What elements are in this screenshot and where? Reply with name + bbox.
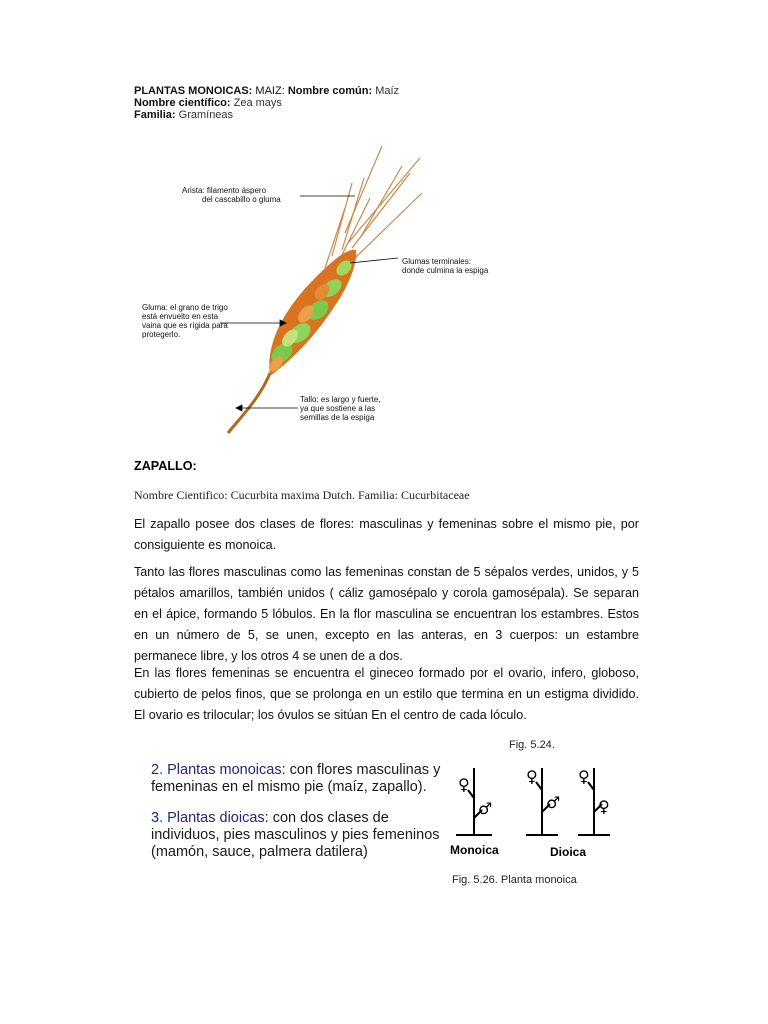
header-familia-value: Gramíneas <box>175 109 234 121</box>
zapallo-paragraph-3: En las flores femeninas se encuentra el gineceo formado por el ovario, infero, globoso, cubierto de pelos finos, que se prolonga en un estilo que termina en un estigma dividido. El ovario es trilocular; los óvulos se sitúan En el centro de cada lóculo. <box>134 666 639 722</box>
monoica-dioica-figure <box>446 760 621 865</box>
zapallo-paragraph-2: Tanto las flores masculinas como las femeninas constan de 5 sépalos verdes, unidos, y 5 pétalos amarillos, también unidos ( cáliz gamosépalo y corola gamosépala). Se separan en el ápice, formando 5 lóbulos. En la flor masculina se encuentran los estambres. Estos en un número de 5, se unen, excepto en las anteras, en 3 cuerpos: un estambre permanece libre, y los otros 4 se unen de a dos. <box>134 565 639 663</box>
zapallo-paragraph-1: El zapallo posee dos clases de flores: masculinas y femeninas sobre el mismo pie, por consiguiente es monoica. <box>134 517 639 552</box>
dioica-female-symbol-1: ♀ <box>526 767 538 786</box>
fig-5-26-caption: Fig. 5.26. Planta monoica <box>452 874 577 886</box>
item-dioicas-title: 3. Plantas dioicas <box>151 810 265 826</box>
label-gluma-3: vaina que es rígida para <box>142 321 228 330</box>
header-nombre-cientifico-value: Zea mays <box>230 97 282 109</box>
label-tallo-2: ya que sostiene a las <box>300 404 376 413</box>
label-glumas-1: Glumas terminales: <box>402 257 471 266</box>
monoica-female-symbol: ♀ <box>458 775 470 794</box>
header-line-1 <box>134 85 399 97</box>
item-plantas-monoicas <box>151 762 441 796</box>
header-nombre-cientifico-label: Nombre científico: <box>134 97 231 109</box>
zapallo-title: ZAPALLO: <box>134 459 197 473</box>
label-gluma-2: está envuelto en esta <box>142 312 219 321</box>
header-maiz: MAIZ: <box>252 85 288 97</box>
item-plantas-dioicas <box>151 810 441 861</box>
item-monoicas-title: 2. Plantas monoicas <box>151 762 282 778</box>
header-familia-label: Familia: <box>134 109 176 121</box>
dioica-female-symbol-2: ♀ <box>578 767 590 786</box>
header-line-3 <box>134 109 233 121</box>
item-dioicas-text: : con dos clases de individuos, pies masculinos y pies femeninos (mamón, sauce, palmera datilera) <box>151 810 440 860</box>
label-tallo-1: Tallo: es largo y fuerte, <box>300 395 381 404</box>
monoica-male-symbol: ♂ <box>478 799 493 818</box>
label-arista-2: del cascabillo o gluma <box>202 195 281 204</box>
header-nombre-comun-value: Maíz <box>372 85 400 97</box>
label-arista-1: Arista: filamento áspero <box>182 186 267 195</box>
header-nombre-comun-label: Nombre común: <box>287 85 373 97</box>
wheat-spike-diagram <box>120 138 520 438</box>
fig-5-24-caption: Fig. 5.24. <box>509 739 555 751</box>
wheat-spike-body <box>266 250 356 376</box>
item-monoicas-text: : con flores masculinas y femeninas en el mismo pie (maíz, zapallo). <box>151 762 441 795</box>
wheat-awns <box>325 146 422 268</box>
dioica-female-symbol-3: ♀ <box>598 797 610 816</box>
label-gluma-1: Gluma: el grano de trigo <box>142 303 228 312</box>
header-plantas-monoicas: PLANTAS MONOICAS: <box>134 85 253 97</box>
label-dioica: Dioica <box>550 845 587 859</box>
header-line-2 <box>134 97 282 109</box>
label-tallo-3: semillas de la espiga <box>300 413 375 422</box>
label-gluma-4: protegerlo. <box>142 330 181 339</box>
label-glumas-2: donde culmina la espiga <box>402 266 489 275</box>
zapallo-scientific-name: Nombre Cientifico: Cucurbita maxima Dutch. Familia: Cucurbitaceae <box>134 488 470 502</box>
wheat-stem <box>228 373 270 433</box>
label-monoica: Monoica <box>450 843 499 857</box>
dioica-male-symbol-1: ♂ <box>546 793 561 812</box>
